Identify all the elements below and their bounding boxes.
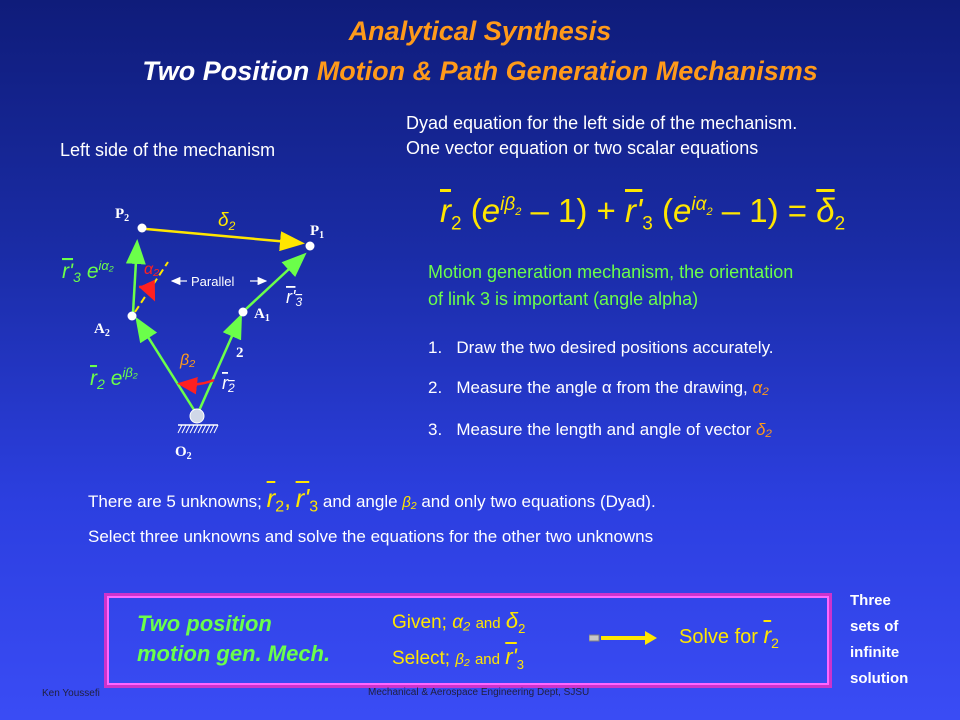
select-line: Select three unknowns and solve the equations for the other two unknowns	[88, 527, 654, 546]
unknowns-r3: r'	[295, 483, 310, 513]
box-title-line1: Two position	[137, 611, 272, 636]
step-2-num: 2.	[428, 378, 443, 397]
given-alpha: α₂	[452, 612, 471, 633]
label-p2: $P_2$	[115, 206, 130, 224]
mechanism-diagram	[0, 0, 400, 470]
summary-box	[104, 593, 832, 688]
r2-vector-position1	[198, 318, 240, 413]
footer-dept: Mechanical & Aerospace Engineering Dept, SJSU	[368, 687, 590, 698]
expr-r3-prime-e-ialpha: r'3 $e^{i\alpha_2}$	[62, 258, 114, 285]
beta-arc	[182, 380, 214, 385]
eq-r3-sub: 3	[642, 213, 653, 235]
step-2	[428, 378, 769, 398]
eq-exp1-text: iβ	[500, 194, 516, 215]
eq-e2: e	[673, 192, 692, 229]
label-a2: $A_2$	[94, 321, 110, 339]
given-pre: Given;	[392, 612, 447, 633]
select-r3: r'	[505, 644, 517, 669]
motion-note	[428, 259, 793, 313]
unknowns-comma: ,	[284, 486, 291, 513]
eq-exp2	[691, 194, 713, 218]
eq-r2: $\overline{r}$	[440, 192, 451, 229]
box-given	[392, 608, 525, 636]
box-title-line2: motion gen. Mech.	[137, 641, 331, 666]
dyad-caption-line1: Dyad equation for the left side of the mechanism.	[406, 113, 798, 133]
eq-exp1	[500, 194, 522, 218]
select-pre: Select;	[392, 648, 451, 669]
side-note-line1: Three	[850, 592, 891, 609]
eq-exp1-sub: 2	[515, 205, 522, 218]
eq-open2: (	[662, 192, 674, 229]
eq-exp2-sub: 2	[706, 205, 713, 218]
select-beta: β₂	[455, 651, 470, 668]
select-r3-sub: 3	[516, 656, 525, 672]
motion-note-line2: of link 3 is important (angle alpha)	[428, 289, 699, 309]
label-alpha2: α₂	[144, 261, 160, 278]
label-beta2: β₂	[180, 352, 196, 369]
step-1	[428, 338, 774, 358]
solve-r2: $\overline{r}$	[763, 622, 772, 648]
unknowns-post: and angle	[322, 492, 398, 511]
unknowns-r2: $\overline{r}$	[266, 483, 276, 513]
side-note-line2: sets of	[850, 618, 899, 635]
solve-pre: Solve for	[679, 626, 758, 648]
given-and: and	[475, 615, 501, 632]
unknowns-line	[88, 483, 656, 516]
step-1-num: 1.	[428, 338, 443, 357]
given-delta-sub: 2	[518, 620, 526, 636]
solve-arrow-icon	[589, 629, 659, 647]
point-a2	[128, 312, 137, 321]
eq-minus-one1: – 1)	[530, 192, 588, 229]
left-side-caption: Left side of the mechanism	[60, 140, 276, 160]
solve-r2-sub: 2	[771, 635, 779, 651]
label-r3-prime: r'3	[286, 287, 303, 309]
step-1-text: Draw the two desired positions accurately.	[456, 338, 774, 357]
label-a1: $A_1$	[254, 306, 270, 324]
label-p1: $P_1$	[310, 223, 325, 241]
step-3-delta: δ₂	[755, 420, 772, 439]
ground-pivot-o2	[190, 409, 204, 423]
dyad-equation	[440, 192, 845, 236]
unknowns-post2: and only two equations (Dyad).	[421, 492, 656, 511]
step-3-text: Measure the length and angle of vector	[456, 420, 752, 439]
footer-author: Ken Youssefi	[42, 688, 100, 699]
box-solve	[679, 622, 779, 651]
eq-delta-sub: 2	[834, 213, 846, 235]
title-two-position: Two Position	[142, 56, 310, 86]
given-delta: δ	[505, 608, 519, 633]
step-3-num: 3.	[428, 420, 443, 439]
eq-exp2-text: iα	[691, 194, 707, 215]
steps-list	[428, 338, 928, 458]
eq-open1: (	[470, 192, 482, 229]
label-r3-prime-sub: 3	[295, 295, 303, 309]
label-r2: r2	[222, 373, 235, 395]
eq-minus-one2: – 1)	[721, 192, 779, 229]
title-mechanisms: Motion & Path Generation Mechanisms	[316, 56, 818, 86]
unknowns-pre: There are 5 unknowns;	[88, 492, 262, 511]
expr-r2-e-ibeta: r2 $e^{i\beta_2}$	[90, 365, 138, 392]
step-3	[428, 420, 772, 440]
box-select	[392, 644, 524, 672]
point-p1	[306, 242, 315, 251]
label-link-2: 2	[236, 345, 244, 361]
dyad-caption-line2: One vector equation or two scalar equations	[406, 138, 759, 158]
eq-r3: r'	[624, 192, 643, 229]
point-a1	[239, 308, 248, 317]
label-delta2: $\delta_2$	[218, 210, 236, 233]
r3-prime-vector-position2	[133, 244, 137, 313]
eq-e1: e	[481, 192, 501, 229]
label-o2: $O_2$	[175, 444, 192, 462]
motion-note-line1: Motion generation mechanism, the orientation	[428, 262, 794, 282]
label-parallel: Parallel	[191, 274, 235, 289]
side-note-line4: solution	[850, 670, 909, 687]
delta2-vector	[146, 229, 300, 243]
unknowns-r2-sub: 2	[275, 498, 285, 516]
box-title	[137, 609, 330, 669]
eq-r2-sub: 2	[451, 213, 462, 235]
dyad-caption	[406, 111, 797, 161]
eq-delta: $\overline{\delta}$	[816, 192, 835, 229]
unknowns-beta: β₂	[402, 494, 417, 511]
unknowns-r3-sub: 3	[309, 498, 319, 516]
step-2-text: Measure the angle α from the drawing,	[456, 378, 748, 397]
side-note	[850, 588, 908, 692]
ground-hatch	[178, 425, 218, 433]
side-note-line3: infinite	[850, 644, 900, 661]
eq-equals: =	[787, 192, 808, 229]
eq-plus: +	[596, 192, 616, 229]
step-2-alpha: α₂	[752, 378, 769, 397]
point-p2	[138, 224, 147, 233]
select-and: and	[474, 651, 500, 668]
slide-title-line1: Analytical Synthesis	[348, 16, 612, 46]
